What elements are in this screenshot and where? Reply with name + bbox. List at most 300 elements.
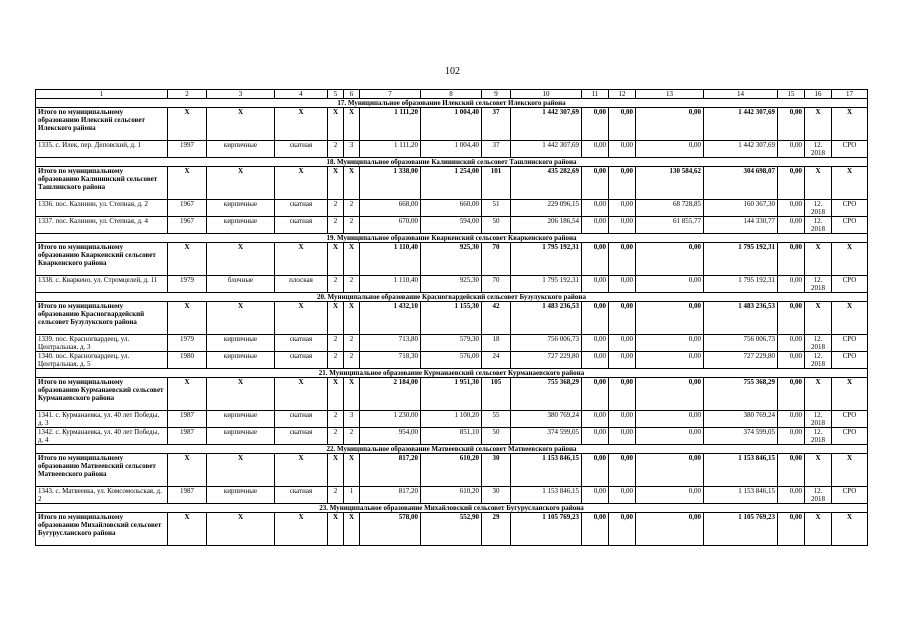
total-v17-cell: X (805, 513, 832, 546)
total-v18-cell: X (832, 108, 868, 141)
total-v13-cell: 0,00 (609, 108, 636, 141)
house-v7-cell: 2 (344, 335, 360, 352)
house-v11-cell: 1 153 846,15 (511, 487, 582, 504)
total-v14-cell: 0,00 (636, 378, 704, 411)
total-v15-cell: 1 795 192,31 (704, 243, 778, 276)
house-v4-cell: кирпичные (207, 217, 275, 234)
house-address-cell (36, 487, 168, 504)
total-v14-cell: 130 584,62 (636, 167, 704, 200)
house-v7-cell: 1 (344, 487, 360, 504)
header-cell: 16 (805, 90, 832, 99)
house-row (36, 487, 868, 504)
house-v16-cell: 0,00 (778, 200, 805, 217)
house-v8-cell: 1 230,00 (360, 411, 421, 428)
house-v15-cell: 1 153 846,15 (704, 487, 778, 504)
house-v17-cell: 12. 2018 (805, 428, 832, 445)
house-row (36, 411, 868, 428)
house-v10-cell: 50 (482, 428, 511, 445)
total-v11-cell: 1 483 236,53 (511, 302, 582, 335)
total-v9-cell: 925,30 (421, 243, 482, 276)
house-number: 1340. (38, 352, 54, 360)
house-number: 1336. (38, 200, 54, 208)
total-v11-cell: 1 442 307,69 (511, 108, 582, 141)
total-v7-cell: X (344, 454, 360, 487)
section-title: 20. Муниципальное образование Красногвардейский сельсовет Бузулукского района (36, 293, 868, 302)
total-row (36, 454, 868, 487)
total-v18-cell: X (832, 454, 868, 487)
total-v16-cell: 0,00 (778, 454, 805, 487)
house-v5-cell: скатная (275, 352, 328, 369)
total-v6-cell: X (328, 378, 344, 411)
house-v6-cell: 2 (328, 487, 344, 504)
house-v18-cell: СРО (832, 428, 868, 445)
house-v6-cell: 2 (328, 352, 344, 369)
total-v12-cell: 0,00 (582, 302, 609, 335)
house-v18-cell: СРО (832, 276, 868, 293)
house-v10-cell: 51 (482, 200, 511, 217)
house-v11-cell: 206 186,54 (511, 217, 582, 234)
house-v5-cell: плоская (275, 276, 328, 293)
house-address-cell (36, 352, 168, 369)
total-v7-cell: X (344, 302, 360, 335)
total-v6-cell: X (328, 108, 344, 141)
house-v15-cell: 1 442 307,69 (704, 141, 778, 158)
house-v14-cell: 0,00 (636, 276, 704, 293)
total-v7-cell: X (344, 513, 360, 546)
house-v18-cell: СРО (832, 411, 868, 428)
total-v13-cell: 0,00 (609, 302, 636, 335)
house-v8-cell: 718,30 (360, 352, 421, 369)
total-v18-cell: X (832, 167, 868, 200)
total-v5-cell: X (275, 513, 328, 546)
total-v14-cell: 0,00 (636, 454, 704, 487)
house-v8-cell: 670,00 (360, 217, 421, 234)
header-cell: 2 (168, 90, 207, 99)
house-v12-cell: 0,00 (582, 276, 609, 293)
house-v3-cell: 1967 (168, 200, 207, 217)
total-v14-cell: 0,00 (636, 513, 704, 546)
house-v8-cell: 668,00 (360, 200, 421, 217)
house-v15-cell: 727 229,80 (704, 352, 778, 369)
house-v11-cell: 756 006,73 (511, 335, 582, 352)
total-v16-cell: 0,00 (778, 302, 805, 335)
house-v7-cell: 2 (344, 428, 360, 445)
total-v3-cell: X (168, 243, 207, 276)
house-number: 1335. (38, 141, 54, 149)
house-v14-cell: 0,00 (636, 141, 704, 158)
header-cell: 11 (582, 90, 609, 99)
total-v12-cell: 0,00 (582, 378, 609, 411)
total-name-cell: Итого по муниципальному образованию Матвеевский сельсовет Матвеевского района (36, 454, 168, 487)
house-v9-cell: 594,00 (421, 217, 482, 234)
house-address: пос. Калинин, ул. Степная, д. 4 (55, 217, 149, 225)
section-header-row (36, 293, 868, 302)
total-v12-cell: 0,00 (582, 167, 609, 200)
header-cell: 17 (832, 90, 868, 99)
section-title: 18. Муниципальное образование Калининский сельсовет Ташлинского района (36, 158, 868, 167)
total-v5-cell: X (275, 167, 328, 200)
house-v18-cell: СРО (832, 487, 868, 504)
house-v7-cell: 2 (344, 276, 360, 293)
house-v12-cell: 0,00 (582, 217, 609, 234)
house-v5-cell: скатная (275, 487, 328, 504)
total-v7-cell: X (344, 243, 360, 276)
house-v9-cell: 1 100,20 (421, 411, 482, 428)
total-v16-cell: 0,00 (778, 108, 805, 141)
total-v3-cell: X (168, 108, 207, 141)
house-number: 1341. (38, 411, 54, 419)
section-title: 21. Муниципальное образование Курманаевский сельсовет Курманаевского района (36, 369, 868, 378)
house-v5-cell: скатная (275, 335, 328, 352)
total-v10-cell: 70 (482, 243, 511, 276)
house-v14-cell: 0,00 (636, 335, 704, 352)
total-name-cell: Итого по муниципальному образованию Михайловский сельсовет Бугурусланского района (36, 513, 168, 546)
total-v5-cell: X (275, 108, 328, 141)
house-row (36, 200, 868, 217)
house-v13-cell: 0,00 (609, 428, 636, 445)
total-v12-cell: 0,00 (582, 243, 609, 276)
total-row (36, 513, 868, 546)
house-v16-cell: 0,00 (778, 487, 805, 504)
header-cell: 10 (511, 90, 582, 99)
house-v3-cell: 1997 (168, 141, 207, 158)
house-address: с. Матвеевка, ул. Комсомольская, д. 2 (38, 487, 162, 503)
total-v15-cell: 1 442 307,69 (704, 108, 778, 141)
house-address-cell (36, 411, 168, 428)
house-v10-cell: 50 (482, 217, 511, 234)
house-v4-cell: блочные (207, 276, 275, 293)
section-header-row (36, 369, 868, 378)
total-v8-cell: 1 338,00 (360, 167, 421, 200)
total-row (36, 108, 868, 141)
header-cell: 14 (704, 90, 778, 99)
house-v6-cell: 2 (328, 411, 344, 428)
total-v14-cell: 0,00 (636, 243, 704, 276)
total-v9-cell: 1 155,30 (421, 302, 482, 335)
house-v7-cell: 2 (344, 200, 360, 217)
total-v6-cell: X (328, 513, 344, 546)
total-v10-cell: 29 (482, 513, 511, 546)
house-v12-cell: 0,00 (582, 335, 609, 352)
total-v3-cell: X (168, 302, 207, 335)
total-v10-cell: 30 (482, 454, 511, 487)
section-title: 17. Муниципальное образование Илекский сельсовет Илекского района (36, 99, 868, 108)
house-v18-cell: СРО (832, 200, 868, 217)
total-v18-cell: X (832, 302, 868, 335)
house-v9-cell: 1 004,40 (421, 141, 482, 158)
section-header-row (36, 445, 868, 454)
total-v5-cell: X (275, 454, 328, 487)
total-v3-cell: X (168, 167, 207, 200)
header-cell: 12 (609, 90, 636, 99)
house-v18-cell: СРО (832, 141, 868, 158)
house-v6-cell: 2 (328, 335, 344, 352)
section-title: 23. Муниципальное образование Михайловский сельсовет Бугурусланского района (36, 504, 868, 513)
house-v4-cell: кирпичные (207, 428, 275, 445)
house-v8-cell: 713,80 (360, 335, 421, 352)
total-v17-cell: X (805, 243, 832, 276)
house-v18-cell: СРО (832, 217, 868, 234)
house-v7-cell: 2 (344, 217, 360, 234)
house-v8-cell: 1 111,20 (360, 141, 421, 158)
house-v3-cell: 1987 (168, 487, 207, 504)
header-cell: 3 (207, 90, 275, 99)
total-v15-cell: 755 368,29 (704, 378, 778, 411)
total-v4-cell: X (207, 243, 275, 276)
total-v5-cell: X (275, 302, 328, 335)
page-number: 102 (445, 66, 460, 77)
total-v4-cell: X (207, 108, 275, 141)
house-v11-cell: 380 769,24 (511, 411, 582, 428)
total-v6-cell: X (328, 243, 344, 276)
house-v13-cell: 0,00 (609, 141, 636, 158)
house-row (36, 276, 868, 293)
house-v3-cell: 1979 (168, 335, 207, 352)
house-v13-cell: 0,00 (609, 335, 636, 352)
register-table (35, 89, 868, 546)
total-v3-cell: X (168, 513, 207, 546)
total-v18-cell: X (832, 378, 868, 411)
house-v14-cell: 0,00 (636, 428, 704, 445)
total-v11-cell: 1 153 846,15 (511, 454, 582, 487)
total-v15-cell: 1 483 236,53 (704, 302, 778, 335)
house-number: 1342. (38, 428, 54, 436)
total-v5-cell: X (275, 378, 328, 411)
house-v7-cell: 2 (344, 352, 360, 369)
total-v8-cell: 1 110,40 (360, 243, 421, 276)
house-v10-cell: 37 (482, 141, 511, 158)
house-address-cell (36, 141, 168, 158)
house-address: с. Кваркено, ул. Стромцелей, д. 11 (55, 276, 158, 284)
total-v8-cell: 578,00 (360, 513, 421, 546)
house-v8-cell: 954,00 (360, 428, 421, 445)
total-v9-cell: 1 004,40 (421, 108, 482, 141)
house-address-cell (36, 276, 168, 293)
house-v13-cell: 0,00 (609, 217, 636, 234)
house-number: 1338. (38, 276, 54, 284)
total-v8-cell: 1 432,10 (360, 302, 421, 335)
house-v8-cell: 1 110,40 (360, 276, 421, 293)
house-v16-cell: 0,00 (778, 428, 805, 445)
house-v13-cell: 0,00 (609, 411, 636, 428)
total-row (36, 302, 868, 335)
total-v15-cell: 304 698,07 (704, 167, 778, 200)
header-row (36, 90, 868, 99)
section-header-row (36, 234, 868, 243)
house-address-cell (36, 217, 168, 234)
total-v11-cell: 1 105 769,23 (511, 513, 582, 546)
header-cell: 5 (328, 90, 344, 99)
total-v17-cell: X (805, 454, 832, 487)
house-number: 1343. (38, 487, 54, 495)
house-v12-cell: 0,00 (582, 411, 609, 428)
total-v9-cell: 552,90 (421, 513, 482, 546)
total-v16-cell: 0,00 (778, 513, 805, 546)
house-row (36, 335, 868, 352)
house-v13-cell: 0,00 (609, 352, 636, 369)
total-v13-cell: 0,00 (609, 378, 636, 411)
house-address: пос. Калинин, ул. Степная, д. 2 (55, 200, 149, 208)
house-v11-cell: 374 599,05 (511, 428, 582, 445)
house-v13-cell: 0,00 (609, 487, 636, 504)
house-row (36, 352, 868, 369)
house-v12-cell: 0,00 (582, 200, 609, 217)
house-v12-cell: 0,00 (582, 428, 609, 445)
total-v17-cell: X (805, 302, 832, 335)
house-row (36, 428, 868, 445)
house-v6-cell: 2 (328, 428, 344, 445)
total-v4-cell: X (207, 378, 275, 411)
house-v15-cell: 160 367,30 (704, 200, 778, 217)
total-name-cell: Итого по муниципальному образованию Красногвардейский сельсовет Бузулукского района (36, 302, 168, 335)
total-v16-cell: 0,00 (778, 167, 805, 200)
header-cell: 1 (36, 90, 168, 99)
house-v16-cell: 0,00 (778, 141, 805, 158)
house-address: с. Курманаевка, ул. 40 лет Победы, д. 3 (38, 411, 160, 427)
house-v17-cell: 12. 2018 (805, 352, 832, 369)
header-cell: 8 (421, 90, 482, 99)
total-v16-cell: 0,00 (778, 243, 805, 276)
header-cell: 6 (344, 90, 360, 99)
total-v9-cell: 610,20 (421, 454, 482, 487)
house-v4-cell: кирпичные (207, 352, 275, 369)
house-v3-cell: 1987 (168, 411, 207, 428)
header-cell: 9 (482, 90, 511, 99)
house-number: 1337. (38, 217, 54, 225)
house-row (36, 217, 868, 234)
total-row (36, 243, 868, 276)
house-v5-cell: скатная (275, 411, 328, 428)
house-v10-cell: 18 (482, 335, 511, 352)
house-v11-cell: 1 442 307,69 (511, 141, 582, 158)
house-v17-cell: 12. 2018 (805, 487, 832, 504)
total-v4-cell: X (207, 454, 275, 487)
total-v12-cell: 0,00 (582, 454, 609, 487)
house-v13-cell: 0,00 (609, 276, 636, 293)
total-row (36, 378, 868, 411)
house-v15-cell: 756 006,73 (704, 335, 778, 352)
total-v13-cell: 0,00 (609, 167, 636, 200)
total-v18-cell: X (832, 243, 868, 276)
total-v3-cell: X (168, 378, 207, 411)
total-v5-cell: X (275, 243, 328, 276)
total-name-cell: Итого по муниципальному образованию Курманаевский сельсовет Курманаевского района (36, 378, 168, 411)
total-v15-cell: 1 105 769,23 (704, 513, 778, 546)
house-v12-cell: 0,00 (582, 141, 609, 158)
house-v9-cell: 851,10 (421, 428, 482, 445)
total-v4-cell: X (207, 167, 275, 200)
total-name-cell: Итого по муниципальному образованию Илекский сельсовет Илекского района (36, 108, 168, 141)
total-v13-cell: 0,00 (609, 454, 636, 487)
house-v14-cell: 68 728,85 (636, 200, 704, 217)
total-v7-cell: X (344, 378, 360, 411)
house-number: 1339. (38, 335, 54, 343)
header-cell: 7 (360, 90, 421, 99)
house-v10-cell: 70 (482, 276, 511, 293)
house-v14-cell: 61 855,77 (636, 217, 704, 234)
house-address-cell (36, 200, 168, 217)
house-v18-cell: СРО (832, 352, 868, 369)
house-v4-cell: кирпичные (207, 200, 275, 217)
section-header-row (36, 158, 868, 167)
house-v15-cell: 374 599,05 (704, 428, 778, 445)
house-v3-cell: 1979 (168, 276, 207, 293)
house-v14-cell: 0,00 (636, 487, 704, 504)
total-v6-cell: X (328, 167, 344, 200)
header-cell: 13 (636, 90, 704, 99)
section-title: 19. Муниципальное образование Кваркенский сельсовет Кваркенского района (36, 234, 868, 243)
total-v8-cell: 1 111,20 (360, 108, 421, 141)
house-address: с. Курманаевка, ул. 40 лет Победы, д. 4 (38, 428, 160, 444)
total-v14-cell: 0,00 (636, 302, 704, 335)
total-name-cell: Итого по муниципальному образованию Калининский сельсовет Ташлинского района (36, 167, 168, 200)
total-v17-cell: X (805, 378, 832, 411)
house-v15-cell: 144 330,77 (704, 217, 778, 234)
total-v13-cell: 0,00 (609, 243, 636, 276)
house-v5-cell: скатная (275, 200, 328, 217)
house-v16-cell: 0,00 (778, 352, 805, 369)
house-v5-cell: скатная (275, 428, 328, 445)
house-v16-cell: 0,00 (778, 217, 805, 234)
house-v5-cell: скатная (275, 141, 328, 158)
section-header-row (36, 99, 868, 108)
header-cell: 15 (778, 90, 805, 99)
total-v13-cell: 0,00 (609, 513, 636, 546)
total-v10-cell: 42 (482, 302, 511, 335)
house-v4-cell: кирпичные (207, 141, 275, 158)
total-v10-cell: 105 (482, 378, 511, 411)
house-v14-cell: 0,00 (636, 352, 704, 369)
house-address: с. Илек, пер. Деповский, д. 1 (55, 141, 142, 149)
total-v11-cell: 1 795 192,31 (511, 243, 582, 276)
house-v7-cell: 3 (344, 411, 360, 428)
total-v9-cell: 1 254,00 (421, 167, 482, 200)
house-v17-cell: 12. 2018 (805, 141, 832, 158)
house-v4-cell: кирпичные (207, 335, 275, 352)
total-v17-cell: X (805, 108, 832, 141)
house-address-cell (36, 335, 168, 352)
house-v14-cell: 0,00 (636, 411, 704, 428)
total-v3-cell: X (168, 454, 207, 487)
total-v11-cell: 435 282,69 (511, 167, 582, 200)
total-row (36, 167, 868, 200)
house-v17-cell: 12. 2018 (805, 411, 832, 428)
house-v3-cell: 1980 (168, 352, 207, 369)
house-v4-cell: кирпичные (207, 411, 275, 428)
house-v11-cell: 1 795 192,31 (511, 276, 582, 293)
house-address: пос. Красногвардеец, ул. Центральная, д. 5 (38, 352, 130, 368)
house-v6-cell: 2 (328, 200, 344, 217)
house-v10-cell: 55 (482, 411, 511, 428)
house-v16-cell: 0,00 (778, 411, 805, 428)
house-v9-cell: 576,00 (421, 352, 482, 369)
total-v4-cell: X (207, 513, 275, 546)
section-title: 22. Муниципальное образование Матвеевский сельсовет Матвеевского района (36, 445, 868, 454)
total-v9-cell: 1 951,30 (421, 378, 482, 411)
house-v9-cell: 925,30 (421, 276, 482, 293)
house-v4-cell: кирпичные (207, 487, 275, 504)
total-v6-cell: X (328, 302, 344, 335)
house-v11-cell: 229 096,15 (511, 200, 582, 217)
total-v12-cell: 0,00 (582, 108, 609, 141)
house-v3-cell: 1987 (168, 428, 207, 445)
house-v9-cell: 660,00 (421, 200, 482, 217)
house-v13-cell: 0,00 (609, 200, 636, 217)
total-v14-cell: 0,00 (636, 108, 704, 141)
house-v15-cell: 1 795 192,31 (704, 276, 778, 293)
house-row (36, 141, 868, 158)
total-v18-cell: X (832, 513, 868, 546)
